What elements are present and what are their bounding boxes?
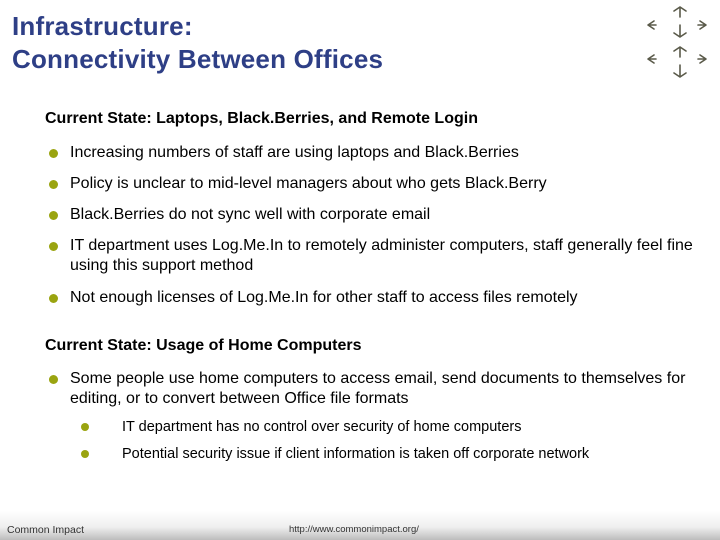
title-line-2: Connectivity Between Offices xyxy=(12,44,384,74)
slide-title xyxy=(12,10,383,76)
footer-url[interactable]: http://www.commonimpact.org/ xyxy=(289,524,419,535)
section-heading-laptops: Current State: Laptops, Black.Berries, and Remote Login xyxy=(45,110,478,127)
bullet-icon xyxy=(49,375,58,384)
bullet-icon xyxy=(81,423,89,431)
bullet-icon xyxy=(49,211,58,220)
bullet-icon xyxy=(81,450,89,458)
arrows-logo-icon xyxy=(640,3,720,83)
bullet-icon xyxy=(49,242,58,251)
bullet-icon xyxy=(49,294,58,303)
bullet-icon xyxy=(49,149,58,158)
bullet-icon xyxy=(49,180,58,189)
section-heading-home-computers: Current State: Usage of Home Computers xyxy=(45,337,362,354)
title-line-1: Infrastructure: xyxy=(12,11,193,41)
footer-org-name: Common Impact xyxy=(7,524,85,536)
